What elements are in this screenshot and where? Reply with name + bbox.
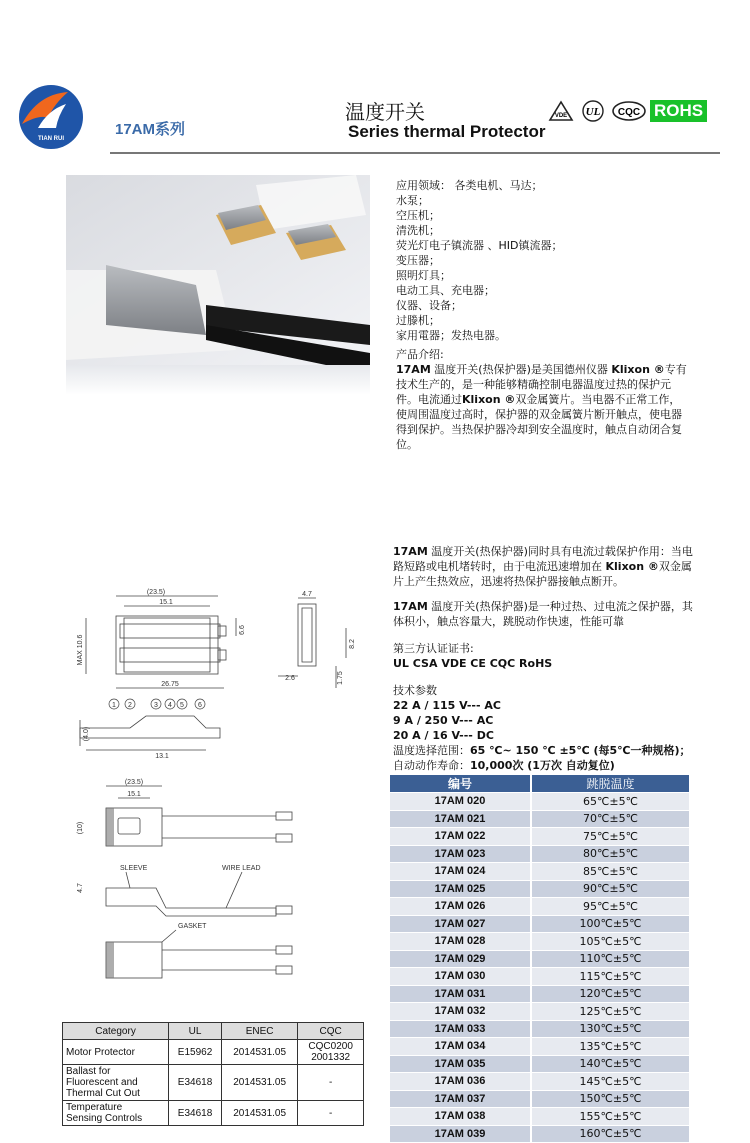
table-row: [390, 1108, 689, 1126]
cert-heading: 第三方认证证书:: [393, 642, 474, 655]
app-line: 过滕机；: [396, 314, 440, 327]
table-row: [390, 793, 689, 811]
ul-icon: [578, 100, 608, 122]
product-photo: [66, 175, 370, 365]
model-cell: 17AM 024: [390, 863, 531, 881]
tech-specs: [393, 683, 693, 773]
table-row: [390, 898, 689, 916]
model-cell: 17AM 039: [390, 1125, 531, 1143]
dim-label: (10): [77, 821, 84, 835]
temp-cell: 130℃±5℃: [531, 1020, 689, 1038]
model-cell: 17AM 034: [390, 1038, 531, 1056]
temp-cell: 110℃±5℃: [531, 950, 689, 968]
spec-line: 22 A / 115 V--- AC: [393, 699, 501, 712]
dimension-drawing: [66, 588, 366, 1020]
table-header: [390, 775, 689, 793]
dim-label: (23.5): [124, 779, 144, 786]
temp-cell: 125℃±5℃: [531, 1003, 689, 1021]
app-line: 水泵；: [396, 194, 429, 207]
cqc-cell: -: [298, 1101, 364, 1126]
dim-label: (4.0): [83, 726, 90, 742]
app-line: 仪器、设备；: [396, 299, 462, 312]
dim-label: 15.1: [127, 791, 141, 798]
dim-label: (23.5): [146, 589, 166, 596]
app-line: 照明灯具；: [396, 269, 451, 282]
temperature-table: [390, 775, 689, 1143]
table-row: [63, 1065, 364, 1101]
temp-cell: 90℃±5℃: [531, 880, 689, 898]
balloon-label: 2: [128, 702, 132, 709]
model-cell: 17AM 029: [390, 950, 531, 968]
dim-label: 26.75: [161, 681, 179, 688]
table-row: [390, 933, 689, 951]
temp-cell: 80℃±5℃: [531, 845, 689, 863]
app-line: 荧光灯电子镇流器 、HID镇流器；: [396, 239, 563, 252]
balloon-label: 1: [112, 702, 116, 709]
header-cell: 编号: [390, 775, 531, 793]
svg-text:VDE: VDE: [554, 113, 568, 119]
cert-logos: [548, 100, 707, 122]
cqc-icon: [612, 100, 646, 122]
spec-line: 9 A / 250 V--- AC: [393, 714, 494, 727]
applications-list: [396, 178, 696, 343]
table-row: [390, 810, 689, 828]
temp-cell: 100℃±5℃: [531, 915, 689, 933]
temp-cell: 140℃±5℃: [531, 1055, 689, 1073]
balloon-label: 5: [180, 702, 184, 709]
dim-label: 15.1: [159, 599, 173, 606]
spec-range: 温度选择范围：65 ℃~ 150 ℃ ±5℃ (每5℃一种规格)；: [393, 744, 691, 757]
temp-cell: 105℃±5℃: [531, 933, 689, 951]
header-cell: 跳脱温度: [531, 775, 689, 793]
model-cell: 17AM 037: [390, 1090, 531, 1108]
table-row: [390, 1090, 689, 1108]
dim-label: 6.6: [239, 625, 246, 635]
temp-cell: 115℃±5℃: [531, 968, 689, 986]
specs-heading: 技术参数: [393, 684, 437, 697]
dim-label: 13.1: [155, 753, 169, 760]
page-title-cn: 温度开关: [345, 100, 425, 124]
model-cell: 17AM 028: [390, 933, 531, 951]
model-cell: 17AM 025: [390, 880, 531, 898]
table-row: [390, 845, 689, 863]
temp-cell: 160℃±5℃: [531, 1125, 689, 1143]
spec-life: 自动动作寿命：10,000次 (1万次 自动复位): [393, 759, 615, 772]
temp-cell: 155℃±5℃: [531, 1108, 689, 1126]
wire-lead-label: WIRE LEAD: [222, 865, 261, 872]
temp-cell: 145℃±5℃: [531, 1073, 689, 1091]
protector-paragraph: 17AM 温度开关(热保护器)是一种过热、过电流之保护器，其体积小，触点容量大，跳脱动作快速，性能可靠: [393, 600, 693, 628]
model-cell: 17AM 026: [390, 898, 531, 916]
model-cell: 17AM 030: [390, 968, 531, 986]
model-cell: 17AM 038: [390, 1108, 531, 1126]
tianrui-logo: [18, 84, 84, 150]
enec-cell: 2014531.05: [221, 1040, 297, 1065]
temp-cell: 65℃±5℃: [531, 793, 689, 811]
category-cell: Temperature Sensing Controls: [63, 1101, 169, 1126]
model-cell: 17AM 027: [390, 915, 531, 933]
overload-paragraph: 17AM 温度开关(热保护器)同时具有电流过载保护作用：当电路短路或电机堵转时，由于电流迅速增加在 Klixon ®双金属片上产生热效应，迅速将热保护器接触点断开。: [393, 545, 693, 588]
table-row: [390, 863, 689, 881]
header-cell: UL: [169, 1023, 222, 1040]
temp-cell: 75℃±5℃: [531, 828, 689, 846]
dim-label: MAX 10.6: [77, 634, 84, 666]
table-row: [390, 985, 689, 1003]
model-cell: 17AM 020: [390, 793, 531, 811]
vde-icon: [548, 100, 574, 122]
category-cell: Motor Protector: [63, 1040, 169, 1065]
table-row: [390, 880, 689, 898]
ul-cell: E34618: [169, 1065, 222, 1101]
product-intro: [396, 347, 688, 452]
temp-cell: 85℃±5℃: [531, 863, 689, 881]
model-cell: 17AM 021: [390, 810, 531, 828]
table-row: [63, 1040, 364, 1065]
ul-cell: E34618: [169, 1101, 222, 1126]
intro-body: 17AM 温度开关(热保护器)是美国德州仪器 Klixon ®专有技术生产的，是一种能够精确控制电器温度过热的保护元件。电流通过Klixon ®双金属簧片。当电器不正常工作，使周围温度过高时，保护器的双金属簧片断开触点，使电器得到保护。当热保护器冷却到安全温度时，触点自动闭合复位。: [396, 363, 687, 451]
certification-table: [62, 1022, 364, 1126]
model-cell: 17AM 035: [390, 1055, 531, 1073]
balloon-label: 3: [154, 702, 158, 709]
balloon-label: 4: [168, 702, 172, 709]
table-row: [63, 1101, 364, 1126]
model-cell: 17AM 033: [390, 1020, 531, 1038]
enec-cell: 2014531.05: [221, 1101, 297, 1126]
model-cell: 17AM 023: [390, 845, 531, 863]
app-line: 变压器；: [396, 254, 440, 267]
logo-text: TIAN RUI: [38, 136, 64, 142]
balloon-label: 6: [198, 702, 202, 709]
certifications: [393, 641, 693, 671]
header-cell: Category: [63, 1023, 169, 1040]
app-line: 清洗机；: [396, 224, 440, 237]
spec-line: 20 A / 16 V--- DC: [393, 729, 494, 742]
cqc-cell: -: [298, 1065, 364, 1101]
svg-text:CQC: CQC: [617, 107, 641, 118]
table-row: [390, 950, 689, 968]
sleeve-label: SLEEVE: [120, 865, 148, 872]
table-row: [390, 915, 689, 933]
table-row: [390, 1073, 689, 1091]
series-label: 17AM系列: [115, 121, 186, 138]
photo-reflection: [66, 365, 370, 395]
model-cell: 17AM 036: [390, 1073, 531, 1091]
app-line: 电动工具、充电器；: [396, 284, 495, 297]
temp-cell: 135℃±5℃: [531, 1038, 689, 1056]
table-row: [390, 1020, 689, 1038]
header-cell: CQC: [298, 1023, 364, 1040]
rohs-badge: ROHS: [650, 100, 707, 122]
model-cell: 17AM 022: [390, 828, 531, 846]
temp-cell: 120℃±5℃: [531, 985, 689, 1003]
temp-cell: 95℃±5℃: [531, 898, 689, 916]
cert-list: UL CSA VDE CE CQC RoHS: [393, 657, 553, 670]
model-cell: 17AM 031: [390, 985, 531, 1003]
table-row: [390, 1003, 689, 1021]
temp-cell: 70℃±5℃: [531, 810, 689, 828]
app-line: 应用领域： 各类电机、马达；: [396, 179, 543, 192]
header-divider: [110, 152, 720, 154]
enec-cell: 2014531.05: [221, 1065, 297, 1101]
dim-label: 1.75: [337, 671, 344, 685]
category-cell: Ballast for Fluorescent and Thermal Cut Out: [63, 1065, 169, 1101]
header-cell: ENEC: [221, 1023, 297, 1040]
temp-cell: 150℃±5℃: [531, 1090, 689, 1108]
app-line: 家用電器；发热电器。: [396, 329, 506, 342]
dim-label: 8.2: [349, 639, 356, 649]
dim-label: 4.7: [302, 591, 312, 598]
table-row: [390, 1055, 689, 1073]
gasket-label: GASKET: [178, 923, 207, 930]
app-line: 空压机；: [396, 209, 440, 222]
dim-label: 2.6: [285, 675, 295, 682]
table-row: [390, 968, 689, 986]
svg-text:UL: UL: [585, 106, 601, 118]
ul-cell: E15962: [169, 1040, 222, 1065]
intro-heading: 产品介绍:: [396, 348, 444, 361]
table-row: [390, 1038, 689, 1056]
page-title-en: Series thermal Protector: [348, 122, 546, 141]
cqc-cell: CQC0200 2001332: [298, 1040, 364, 1065]
model-cell: 17AM 032: [390, 1003, 531, 1021]
dim-label: 4.7: [77, 883, 84, 893]
table-header: [63, 1023, 364, 1040]
table-row: [390, 828, 689, 846]
